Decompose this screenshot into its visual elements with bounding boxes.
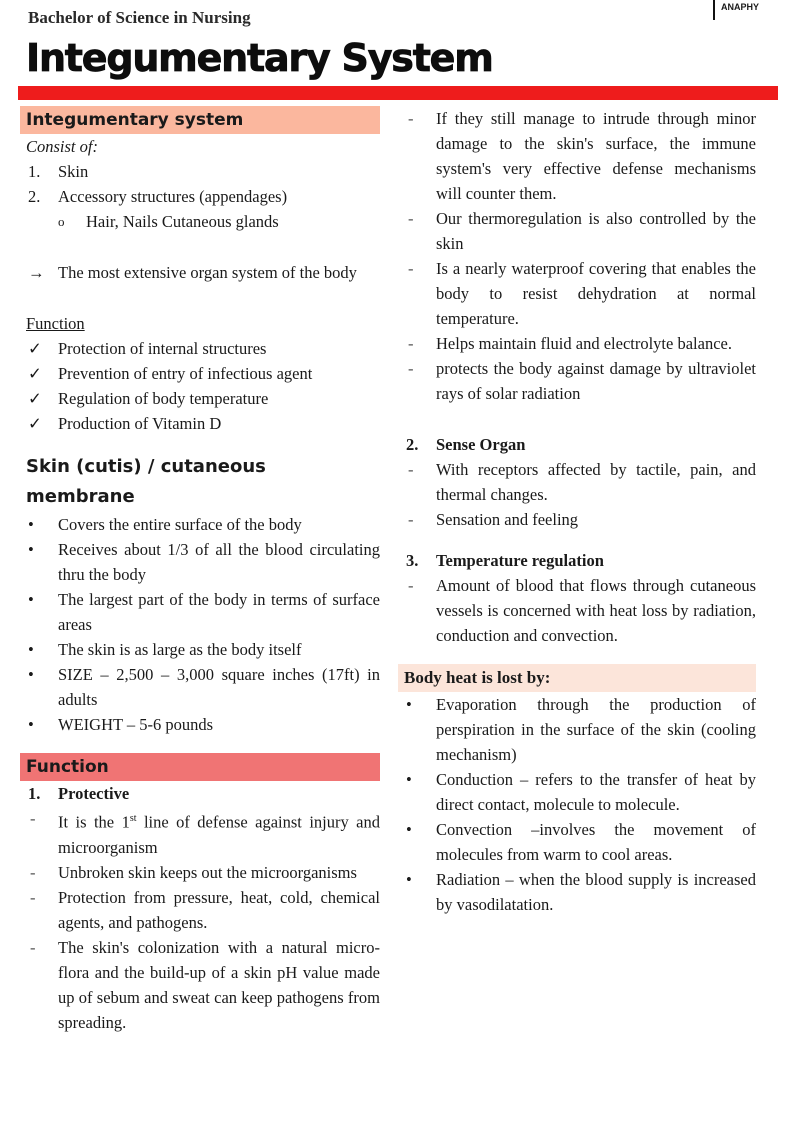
program-name: Bachelor of Science in Nursing <box>28 8 251 27</box>
dash-bullet-icon: - <box>408 109 414 128</box>
consist-of-label: Consist of: <box>26 137 98 156</box>
list-item: • Conduction – refers to the transfer of heat by direct contact, molecule to molecule. <box>398 767 756 817</box>
arrow-right-icon: → <box>28 263 45 282</box>
bullet-icon: • <box>28 665 34 684</box>
checkmark-icon: ✓ <box>28 339 42 358</box>
bullet-icon: • <box>28 540 34 559</box>
section-heading-body-heat: Body heat is lost by: <box>398 664 756 692</box>
subheading-protective: 1. Protective <box>28 784 130 803</box>
checkmark-icon: ✓ <box>28 414 42 433</box>
list-item: - Is a nearly waterproof covering that enables the body to resist dehydration at normal temperature. <box>398 256 756 331</box>
checkmark-icon: ✓ <box>28 364 42 383</box>
list-number: 2. <box>28 187 41 206</box>
bullet-icon: • <box>406 820 412 839</box>
circle-bullet-icon: o <box>58 214 65 229</box>
section-heading-function: Function <box>20 753 380 781</box>
subheading-temperature: 3. Temperature regulation <box>406 551 604 570</box>
list-item: ✓ Prevention of entry of infectious agent <box>20 361 380 386</box>
subheading-sense-organ: 2. Sense Organ <box>406 435 526 454</box>
list-item: - Protection from pressure, heat, cold, chemical agents, and pathogens. <box>20 885 380 935</box>
dash-bullet-icon: - <box>408 510 414 529</box>
list-item: • The skin is as large as the body itself <box>20 637 380 662</box>
list-item: - If they still manage to intrude through minor damage to the skin's surface, the immune system's very effective defense mechanisms will counter them. <box>398 106 756 206</box>
dash-bullet-icon: - <box>30 862 36 882</box>
list-item: 2. Accessory structures (appendages) <box>20 184 380 209</box>
list-item: ✓ Regulation of body temperature <box>20 386 380 411</box>
list-item: • SIZE – 2,500 – 3,000 square inches (17ft) in adults <box>20 662 380 712</box>
list-number: 1. <box>28 162 41 181</box>
section-heading-integumentary: Integumentary system <box>20 106 380 134</box>
list-item: - Helps maintain fluid and electrolyte balance. <box>398 331 756 356</box>
list-item: • The largest part of the body in terms of surface areas <box>20 587 380 637</box>
list-item: • Covers the entire surface of the body <box>20 512 380 537</box>
dash-bullet-icon: - <box>30 937 36 957</box>
bullet-icon: • <box>28 715 34 734</box>
dash-bullet-icon: - <box>408 209 414 228</box>
dash-bullet-icon: - <box>30 809 36 828</box>
list-item: • Convection –involves the movement of molecules from warm to cool areas. <box>398 817 756 867</box>
list-item: - With receptors affected by tactile, pain, and thermal changes. <box>398 457 756 507</box>
dash-bullet-icon: - <box>408 259 414 278</box>
list-item: → The most extensive organ system of the body <box>20 260 380 285</box>
dash-bullet-icon: - <box>30 887 36 907</box>
list-item: - protects the body against damage by ultraviolet rays of solar radiation <box>398 356 756 406</box>
left-column <box>20 106 380 1035</box>
list-item: - The skin's colonization with a natural micro-flora and the build-up of a skin pH value made up of sebum and sweat can keep pathogens from spreading. <box>20 935 380 1035</box>
list-subitem: o Hair, Nails Cutaneous glands <box>20 209 380 234</box>
bullet-icon: • <box>406 870 412 889</box>
list-item: ✓ Production of Vitamin D <box>20 411 380 436</box>
bullet-icon: • <box>406 770 412 789</box>
list-item: - Unbroken skin keeps out the microorganisms <box>20 860 380 885</box>
dash-bullet-icon: - <box>408 334 414 353</box>
right-column <box>398 106 756 917</box>
function-label: Function <box>26 314 85 333</box>
bullet-icon: • <box>28 590 34 609</box>
dash-bullet-icon: - <box>408 576 414 595</box>
list-item: 1. Skin <box>20 159 380 184</box>
list-item: - Amount of blood that flows through cutaneous vessels is concerned with heat loss by radiation, conduction and convection. <box>398 573 756 648</box>
corner-tag: ANAPHY <box>713 0 759 20</box>
list-item: - Sensation and feeling <box>398 507 756 532</box>
dash-bullet-icon: - <box>408 460 414 479</box>
list-item: • Radiation – when the blood supply is increased by vasodilatation. <box>398 867 756 917</box>
list-item: • WEIGHT – 5-6 pounds <box>20 712 380 737</box>
list-item: • Receives about 1/3 of all the blood circulating thru the body <box>20 537 380 587</box>
list-item: • Evaporation through the production of perspiration in the surface of the skin (cooling mechanism) <box>398 692 756 767</box>
bullet-icon: • <box>406 695 412 714</box>
page-title: Integumentary System <box>26 36 493 80</box>
bullet-icon: • <box>28 515 34 534</box>
list-item: ✓ Protection of internal structures <box>20 336 380 361</box>
list-item: - Our thermoregulation is also controlled by the skin <box>398 206 756 256</box>
checkmark-icon: ✓ <box>28 389 42 408</box>
skin-heading: Skin (cutis) / cutaneous membrane <box>26 456 266 507</box>
dash-bullet-icon: - <box>408 359 414 378</box>
bullet-icon: • <box>28 640 34 659</box>
list-item: - It is the 1st line of defense against injury and microorganism <box>20 806 380 860</box>
title-rule <box>18 86 778 100</box>
